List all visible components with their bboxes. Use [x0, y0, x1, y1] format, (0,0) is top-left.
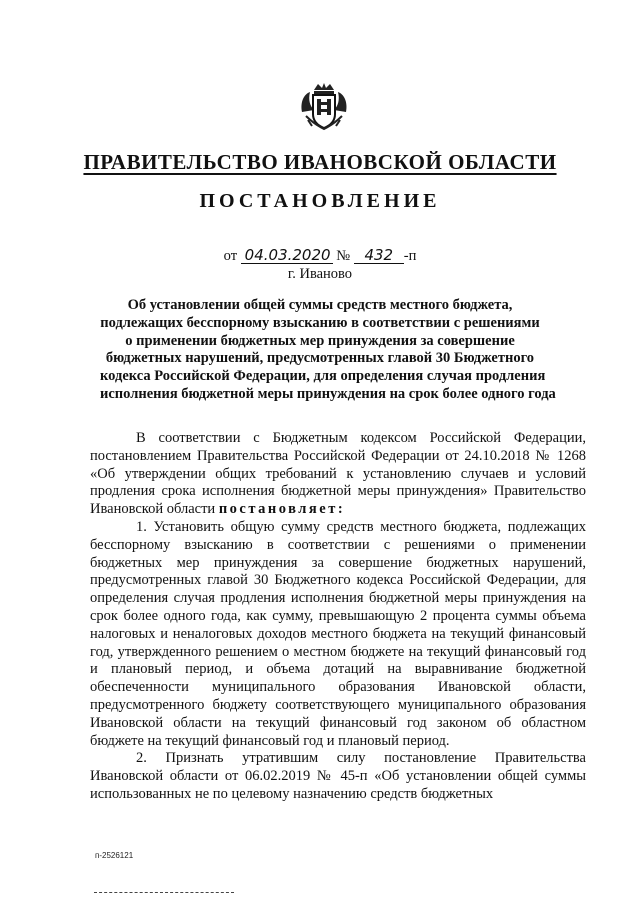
date-number-line: [0, 248, 640, 265]
subject-line: бюджетных нарушений, предусмотренных главой 30 Бюджетного: [105, 350, 535, 367]
intro-paragraph: [90, 430, 586, 519]
subject-line: исполнения бюджетной меры принуждения на срок более одного года: [100, 385, 556, 402]
document-type: ПОСТАНОВЛЕНИЕ: [199, 190, 441, 212]
handwritten-number: 432: [354, 248, 404, 264]
subject-line: подлежащих бесспорному взысканию в соответствии с решениями: [100, 314, 540, 331]
subject-line: кодекса Российской Федерации, для определения случая продления: [100, 368, 546, 385]
bottom-divider: [94, 892, 234, 893]
document-body: [90, 430, 586, 804]
city: г. Иваново: [287, 266, 353, 282]
intro-text: В соответствии с Бюджетным кодексом Российской Федерации, постановлением Правительства Российской Федерации от 24.10.2018 № 1268 «Об утверждении общих требований к установлению случаев и условий продления срока исполнения бюджетной меры принуждения» Правительство Ивановской области: [90, 430, 586, 518]
subject-line: Об установлении общей суммы средств местного бюджета,: [127, 297, 513, 313]
resolves-word: постановляет:: [218, 501, 346, 518]
document-subject: [100, 297, 556, 404]
coat-of-arms-icon: [298, 82, 350, 132]
date-prefix: от: [223, 248, 238, 264]
subject-line: о применении бюджетных мер принуждения за совершение: [125, 332, 515, 349]
number-suffix: -п: [403, 248, 417, 264]
handwritten-date: 04.03.2020: [241, 248, 333, 264]
footer-code: п-2526121: [95, 851, 134, 860]
government-title: ПРАВИТЕЛЬСТВО ИВАНОВСКОЙ ОБЛАСТИ: [83, 150, 557, 174]
number-prefix: №: [336, 248, 351, 264]
item-1-paragraph: 1. Установить общую сумму средств местного бюджета, подлежащих бесспорному взысканию в соответствии с решениями о применении бюджетных мер принуждения за совершение бюджетных нарушений, предусмотренных главой 30 Бюджетного кодекса Российской Федерации, для определения случая продления исполнения бюджетной меры принуждения на срок более одного года, как сумму, превышающую 2 процента суммы объема налоговых и неналоговых доходов местного бюджета на текущий финансовый год, утвержденного решением о местном бюджете на текущий финансовый год и плановый период, и объема дотаций на выравнивание бюджетной обеспеченности муниципального образования Ивановской области, предусмотренного бюджету соответствующего муниципального образования Ивановской области на текущий финансовый год законом об областном бюджете на текущий финансовый год и плановый период.: [90, 518, 586, 749]
item-2-paragraph: 2. Признать утратившим силу постановление Правительства Ивановской области от 06.02.2019 № 45-п «Об установлении общей суммы использованных не по целевому назначению средств бюджетных: [90, 750, 586, 802]
